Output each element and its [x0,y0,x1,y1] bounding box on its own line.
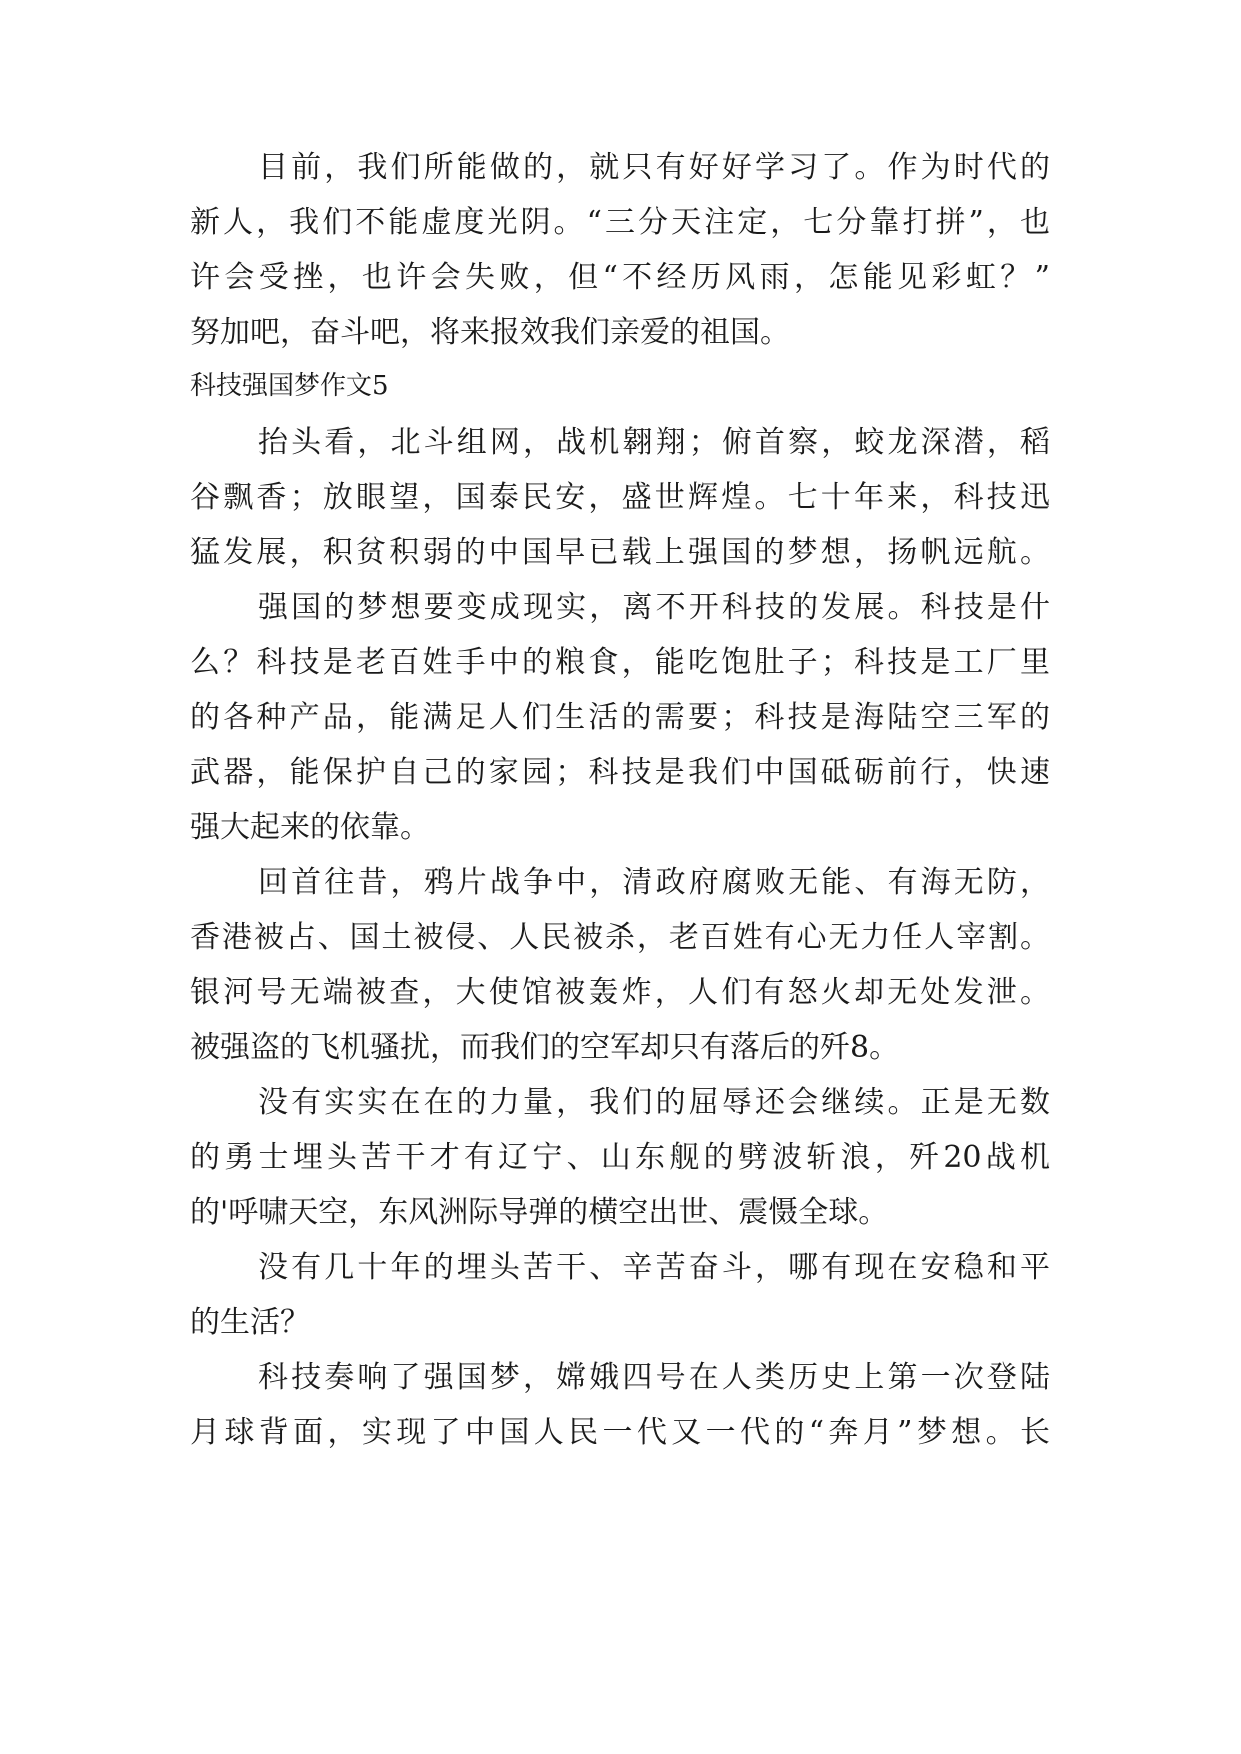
paragraph-line: 武器，能保护自己的家园；科技是我们中国砥砺前行，快速 [190,755,1050,790]
paragraph-line: 么？科技是老百姓手中的粮食，能吃饱肚子；科技是工厂里 [190,645,1050,680]
paragraph-line: 强大起来的依靠。 [190,810,430,845]
paragraph-line: 许会受挫，也许会失败，但“不经历风雨，怎能见彩虹？” [190,260,1050,295]
paragraph-line: 谷飘香；放眼望，国泰民安，盛世辉煌。七十年来，科技迅 [190,480,1050,515]
paragraph-line: 的各种产品，能满足人们生活的需要；科技是海陆空三军的 [190,700,1050,735]
paragraph-line: 科技奏响了强国梦，嫦娥四号在人类历史上第一次登陆 [258,1360,1050,1395]
paragraph-line: 回首往昔，鸦片战争中，清政府腐败无能、有海无防， [258,865,1050,900]
paragraph-line: 香港被占、国土被侵、人民被杀，老百姓有心无力任人宰割。 [190,920,1050,955]
paragraph-line: 没有实实在在的力量，我们的屈辱还会继续。正是无数 [258,1085,1050,1120]
paragraph-line: 猛发展，积贫积弱的中国早已载上强国的梦想，扬帆远航。 [190,535,1050,570]
paragraph-line: 努加吧，奋斗吧，将来报效我们亲爱的祖国。 [190,315,790,350]
paragraph-line: 目前，我们所能做的，就只有好好学习了。作为时代的 [258,150,1050,185]
paragraph-line: 被强盗的飞机骚扰，而我们的空军却只有落后的歼8。 [190,1030,900,1065]
paragraph-line: 强国的梦想要变成现实，离不开科技的发展。科技是什 [258,590,1050,625]
paragraph-line: 月球背面，实现了中国人民一代又一代的“奔月”梦想。长 [190,1415,1050,1450]
paragraph-line: 银河号无端被查，大使馆被轰炸，人们有怒火却无处发泄。 [190,975,1050,1010]
paragraph-line: 新人，我们不能虚度光阴。“三分天注定，七分靠打拼”，也 [190,205,1050,240]
paragraph-line: 抬头看，北斗组网，战机翱翔；俯首察，蛟龙深潜，稻 [258,425,1050,460]
paragraph-line: 的'呼啸天空，东风洲际导弹的横空出世、震慑全球。 [190,1195,889,1230]
paragraph-line: 没有几十年的埋头苦干、辛苦奋斗，哪有现在安稳和平 [258,1250,1050,1285]
paragraph-line: 的生活？ [190,1305,310,1340]
section-heading: 科技强国梦作文5 [190,371,389,401]
paragraph-line: 的勇士埋头苦干才有辽宁、山东舰的劈波斩浪，歼20战机 [190,1140,1050,1175]
